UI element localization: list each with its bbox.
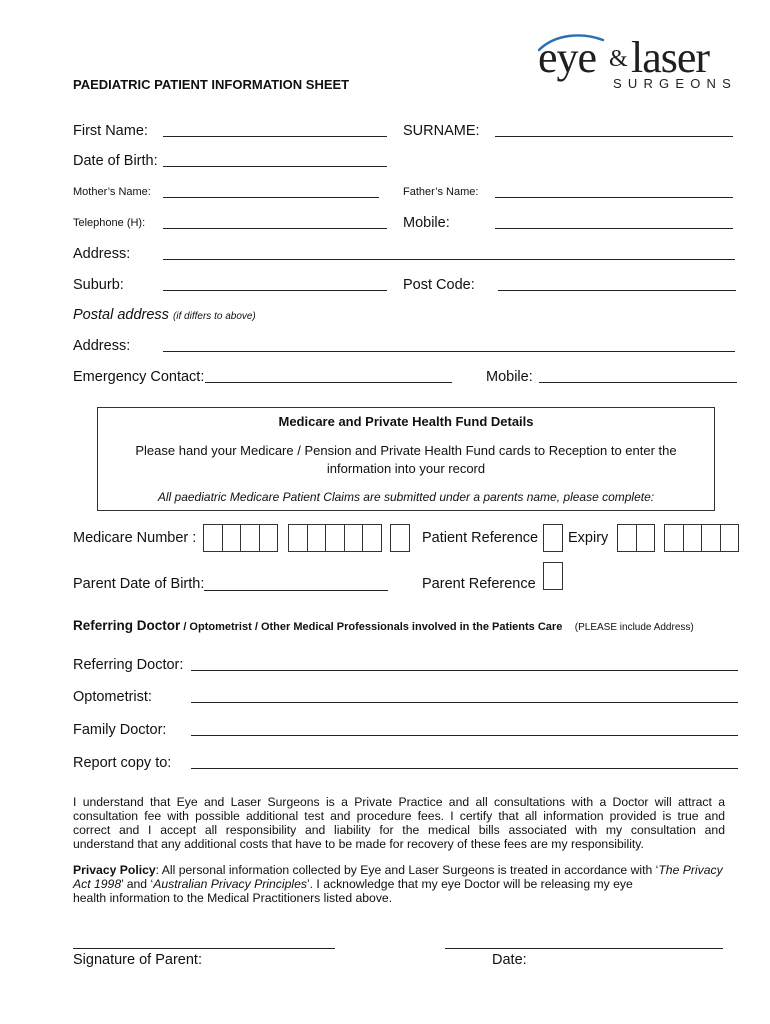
address-field[interactable]	[163, 259, 735, 260]
medicare-number-digit-box[interactable]	[390, 524, 410, 552]
parent-reference-box[interactable]	[543, 562, 563, 590]
optometrist-label: Optometrist:	[73, 689, 152, 705]
privacy-text-1: : All personal information collected by Eye and Laser Surgeons is treated in accordance with ‘	[155, 863, 659, 877]
optometrist-field[interactable]	[191, 702, 738, 703]
privacy-paragraph	[73, 863, 725, 905]
consent-line-1: I understand that Eye and Laser Surgeons is a Private Practice and all consultations with a Doctor will attract a	[73, 795, 725, 809]
medicare-number-digit-box[interactable]	[362, 524, 382, 552]
surname-label: SURNAME:	[403, 123, 480, 139]
signature-parent-label: Signature of Parent:	[73, 952, 202, 968]
surname-field[interactable]	[495, 136, 733, 137]
postcode-field[interactable]	[498, 290, 736, 291]
emergency-mobile-field[interactable]	[539, 382, 737, 383]
dob-label: Date of Birth:	[73, 153, 158, 169]
medicare-info-box	[97, 407, 715, 511]
suburb-label: Suburb:	[73, 277, 124, 293]
privacy-principles: Australian Privacy Principles	[153, 877, 307, 891]
signature-date-field[interactable]	[445, 948, 723, 949]
parent-dob-field[interactable]	[204, 590, 388, 591]
telephone-field[interactable]	[163, 228, 387, 229]
medicare-number-label: Medicare Number :	[73, 530, 197, 546]
consent-paragraph	[73, 795, 725, 851]
medicare-number-digit-box[interactable]	[240, 524, 260, 552]
postcode-label: Post Code:	[403, 277, 475, 293]
medicare-number-digit-box[interactable]	[222, 524, 242, 552]
signature-parent-field[interactable]	[73, 948, 335, 949]
mother-name-field[interactable]	[163, 197, 379, 198]
emergency-contact-label: Emergency Contact:	[73, 369, 205, 385]
emergency-contact-field[interactable]	[205, 382, 452, 383]
postal-address-field[interactable]	[163, 351, 735, 352]
signature-date-label: Date:	[492, 952, 527, 968]
first-name-label: First Name:	[73, 123, 148, 139]
mother-name-label: Mother’s Name:	[73, 186, 151, 198]
expiry-label: Expiry	[568, 530, 609, 546]
referring-heading-rest: / Optometrist / Other Medical Professionals involved in the Patients Care	[180, 621, 563, 633]
referring-doctor-label: Referring Doctor:	[73, 657, 184, 673]
medicare-number-digit-box[interactable]	[203, 524, 223, 552]
dob-field[interactable]	[163, 166, 387, 167]
consent-line-2: consultation fee with possible additional test and procedure fees. I certify that all information provided is true and	[73, 809, 725, 823]
logo-word-eye: eye	[538, 33, 597, 82]
expiry-digit-box[interactable]	[720, 524, 740, 552]
referring-heading-note: (PLEASE include Address)	[574, 622, 694, 633]
address-label: Address:	[73, 246, 131, 262]
logo-ampersand: &	[609, 46, 628, 72]
family-doctor-label: Family Doctor:	[73, 722, 167, 738]
suburb-field[interactable]	[163, 290, 387, 291]
telephone-label: Telephone (H):	[73, 217, 146, 229]
postal-address-label	[73, 307, 256, 323]
medicare-number-digit-box[interactable]	[307, 524, 327, 552]
medicare-number-digit-box[interactable]	[259, 524, 279, 552]
patient-reference-box[interactable]	[543, 524, 563, 552]
expiry-digit-box[interactable]	[636, 524, 656, 552]
medicare-box-heading: Medicare and Private Health Fund Details	[278, 414, 534, 429]
medicare-number-digit-box[interactable]	[325, 524, 345, 552]
medicare-box-line2: information into your record	[326, 461, 486, 476]
consent-line-4: understand that any additional costs that have to be made for recovery of these fees are my responsibility.	[73, 837, 644, 851]
mobile-label: Mobile:	[403, 215, 450, 231]
privacy-act: The Privacy Act 1998	[73, 863, 723, 891]
medicare-box-note: All paediatric Medicare Patient Claims are submitted under a parents name, please complete:	[157, 490, 655, 504]
family-doctor-field[interactable]	[191, 735, 738, 736]
expiry-digit-box[interactable]	[683, 524, 703, 552]
privacy-text-3: ’. I acknowledge that my eye Doctor will be releasing my eye	[306, 877, 633, 891]
mobile-field[interactable]	[495, 228, 733, 229]
first-name-field[interactable]	[163, 136, 387, 137]
medicare-box-line1: Please hand your Medicare / Pension and Private Health Fund cards to Reception to enter the	[135, 443, 677, 458]
logo-surgeons: SURGEONS	[613, 76, 738, 91]
medicare-number-digit-box[interactable]	[288, 524, 308, 552]
expiry-digit-box[interactable]	[617, 524, 637, 552]
page-title: PAEDIATRIC PATIENT INFORMATION SHEET	[73, 77, 350, 92]
parent-dob-label: Parent Date of Birth:	[73, 576, 205, 592]
postal-address-line-label: Address:	[73, 338, 131, 354]
consent-line-3: correct and I accept all responsibility and liability for the medical bills associated with my consultation and	[73, 823, 725, 837]
father-name-label: Father’s Name:	[403, 186, 479, 198]
postal-address-text: Postal address	[73, 307, 169, 323]
referring-doctor-field[interactable]	[191, 670, 738, 671]
logo	[535, 30, 745, 92]
logo-word-laser: laser	[631, 33, 710, 82]
referring-heading	[73, 617, 694, 635]
father-name-field[interactable]	[495, 197, 733, 198]
expiry-digit-box[interactable]	[664, 524, 684, 552]
privacy-line-3: health information to the Medical Practitioners listed above.	[73, 891, 393, 905]
parent-reference-label: Parent Reference	[422, 576, 536, 592]
privacy-text-2: ’ and ‘	[121, 877, 154, 891]
medicare-number-digit-box[interactable]	[344, 524, 364, 552]
privacy-label: Privacy Policy	[73, 863, 156, 877]
report-copy-field[interactable]	[191, 768, 738, 769]
report-copy-label: Report copy to:	[73, 755, 172, 771]
emergency-mobile-label: Mobile:	[486, 369, 533, 385]
referring-heading-bold: Referring Doctor	[73, 618, 181, 633]
patient-reference-label: Patient Reference	[422, 530, 539, 546]
postal-address-note: (if differs to above)	[172, 311, 256, 322]
expiry-digit-box[interactable]	[701, 524, 721, 552]
